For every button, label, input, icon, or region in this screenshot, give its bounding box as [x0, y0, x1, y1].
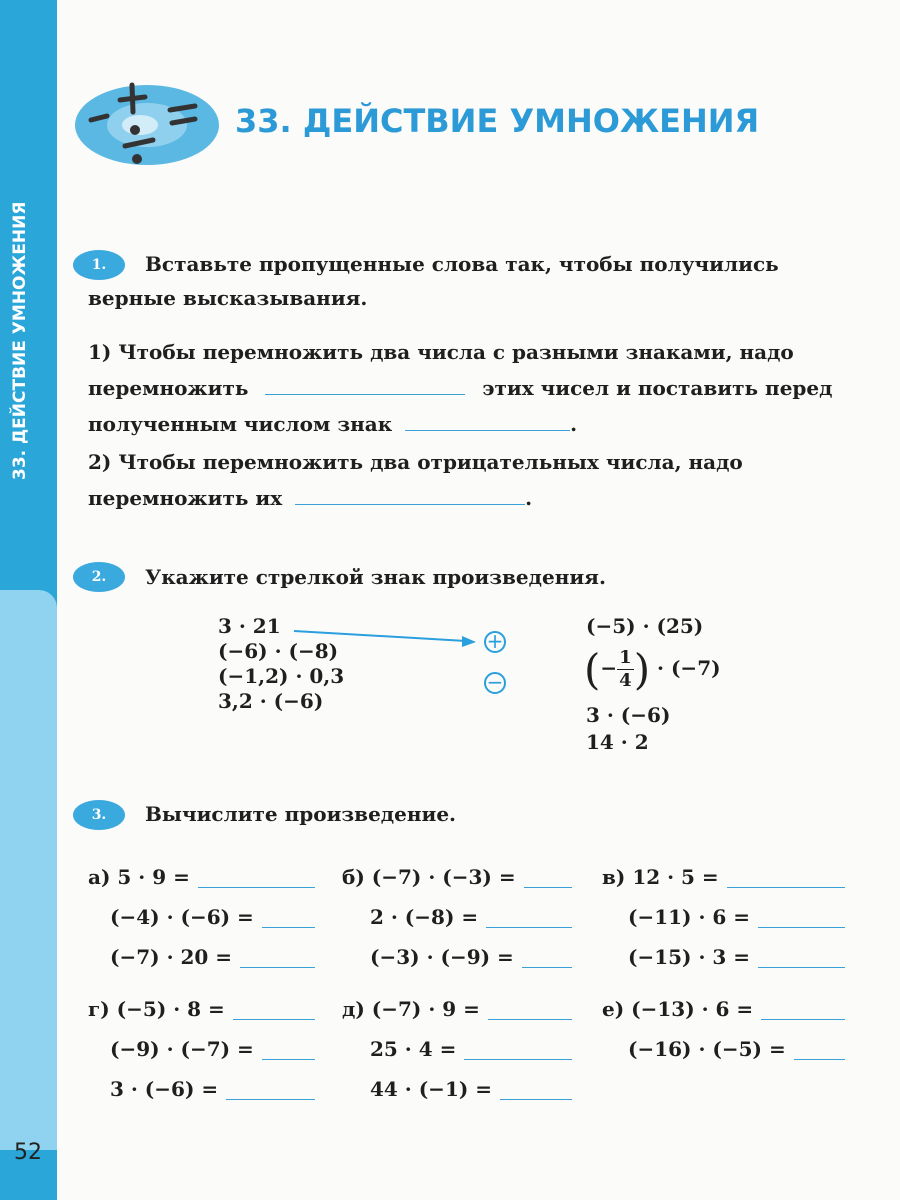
- text: .: [525, 486, 533, 510]
- answer-blank[interactable]: [262, 927, 315, 928]
- text: полученным числом знак: [88, 412, 393, 436]
- expression: д) (−7) · 9 =: [342, 997, 480, 1021]
- text: .: [570, 412, 578, 436]
- product-exercise: [370, 1077, 492, 1101]
- plus-sign-target[interactable]: +: [484, 631, 506, 653]
- answer-blank[interactable]: [226, 1099, 315, 1100]
- expression: (−4) · (−6) =: [110, 905, 254, 929]
- task-number-badge: 1.: [73, 250, 125, 280]
- text: этих чисел и поставить перед: [482, 376, 833, 400]
- math-signs-logo-icon: [75, 80, 225, 170]
- task1-prompt: Вставьте пропущенные слова так, чтобы получились: [145, 252, 779, 276]
- statement-2-line2: [88, 486, 532, 510]
- answer-blank[interactable]: [464, 1059, 572, 1060]
- expression: а) 5 · 9 =: [88, 865, 190, 889]
- side-tab-label: 33. ДЕЙСТВИЕ УМНОЖЕНИЯ: [10, 201, 30, 480]
- product-exercise: [370, 905, 478, 929]
- answer-blank[interactable]: [486, 927, 572, 928]
- product-exercise: [88, 997, 225, 1021]
- answer-blank[interactable]: [488, 1019, 572, 1020]
- product-exercise: [88, 865, 190, 889]
- answer-blank[interactable]: [794, 1059, 845, 1060]
- side-tab-lower: [0, 590, 57, 1150]
- answer-blank[interactable]: [758, 927, 845, 928]
- expression: 25 · 4 =: [370, 1037, 457, 1061]
- expression: (−1,2) · 0,3: [218, 664, 345, 688]
- answer-blank[interactable]: [522, 967, 572, 968]
- page-number: 52: [14, 1140, 42, 1165]
- statement-1: 1) Чтобы перемножить два числа с разными знаками, надо: [88, 340, 794, 364]
- expression: е) (−13) · 6 =: [602, 997, 754, 1021]
- product-exercise: [370, 1037, 456, 1061]
- product-exercise: [110, 1077, 218, 1101]
- answer-blank[interactable]: [758, 967, 845, 968]
- expression: (−15) · 3 =: [628, 945, 751, 969]
- statement-1-line2: [88, 376, 832, 400]
- expression: (−3) · (−9) =: [370, 945, 514, 969]
- expression: 3 · (−6) =: [110, 1077, 219, 1101]
- expression: (−7) · 20 =: [110, 945, 233, 969]
- page-title: 33. ДЕЙСТВИЕ УМНОЖЕНИЯ: [235, 102, 760, 140]
- expression: 2 · (−8) =: [370, 905, 479, 929]
- product-exercise: [602, 865, 719, 889]
- product-exercise: [602, 997, 753, 1021]
- answer-blank[interactable]: [262, 1059, 315, 1060]
- minus-sign-target[interactable]: −: [484, 672, 506, 694]
- expression: в) 12 · 5 =: [602, 865, 719, 889]
- text: перемножить их: [88, 486, 283, 510]
- answer-arrow-icon: [290, 625, 490, 650]
- product-exercise: [342, 865, 516, 889]
- answer-blank[interactable]: [295, 504, 525, 505]
- answer-blank[interactable]: [233, 1019, 315, 1020]
- numerator: 1: [619, 647, 632, 668]
- expression: б) (−7) · (−3) =: [342, 865, 516, 889]
- answer-blank[interactable]: [500, 1099, 572, 1100]
- denominator: 4: [619, 670, 632, 691]
- text: перемножить: [88, 376, 249, 400]
- product-exercise: [628, 1037, 786, 1061]
- product-exercise: [628, 945, 750, 969]
- task3-prompt: Вычислите произведение.: [145, 802, 457, 826]
- task1-prompt-cont: верные высказывания.: [88, 286, 368, 310]
- product-exercise: [110, 945, 232, 969]
- text: · (−7): [657, 656, 721, 680]
- task-number-badge: 2.: [73, 562, 125, 592]
- answer-blank[interactable]: [761, 1019, 845, 1020]
- answer-blank[interactable]: [727, 887, 845, 888]
- answer-blank[interactable]: [265, 394, 465, 395]
- statement-1-line3: [88, 412, 577, 436]
- task2-prompt: Укажите стрелкой знак произведения.: [145, 565, 606, 589]
- expression: (−9) · (−7) =: [110, 1037, 254, 1061]
- product-exercise: [628, 905, 750, 929]
- expression: (−11) · 6 =: [628, 905, 751, 929]
- expression: г) (−5) · 8 =: [88, 997, 225, 1021]
- expression: (−16) · (−5) =: [628, 1037, 786, 1061]
- product-exercise: [342, 997, 480, 1021]
- expression: 3 · 21: [218, 614, 281, 638]
- expression: (−5) · (25): [586, 614, 704, 638]
- expression: 3,2 · (−6): [218, 689, 324, 713]
- answer-blank[interactable]: [198, 887, 315, 888]
- product-exercise: [110, 1037, 254, 1061]
- expression: (−6) · (−8): [218, 639, 339, 663]
- expression: 3 · (−6): [586, 703, 671, 727]
- minus: −: [600, 656, 618, 680]
- expression: 44 · (−1) =: [370, 1077, 493, 1101]
- expression: 14 · 2: [586, 730, 649, 754]
- answer-blank[interactable]: [524, 887, 572, 888]
- answer-blank[interactable]: [405, 430, 570, 431]
- product-exercise: [370, 945, 514, 969]
- answer-blank[interactable]: [240, 967, 315, 968]
- statement-2: 2) Чтобы перемножить два отрицательных числа, надо: [88, 450, 743, 474]
- product-exercise: [110, 905, 254, 929]
- fraction-expression: (− $\frac{1}{4}$ ) · (−7): [584, 645, 721, 694]
- task-number-badge: 3.: [73, 800, 125, 830]
